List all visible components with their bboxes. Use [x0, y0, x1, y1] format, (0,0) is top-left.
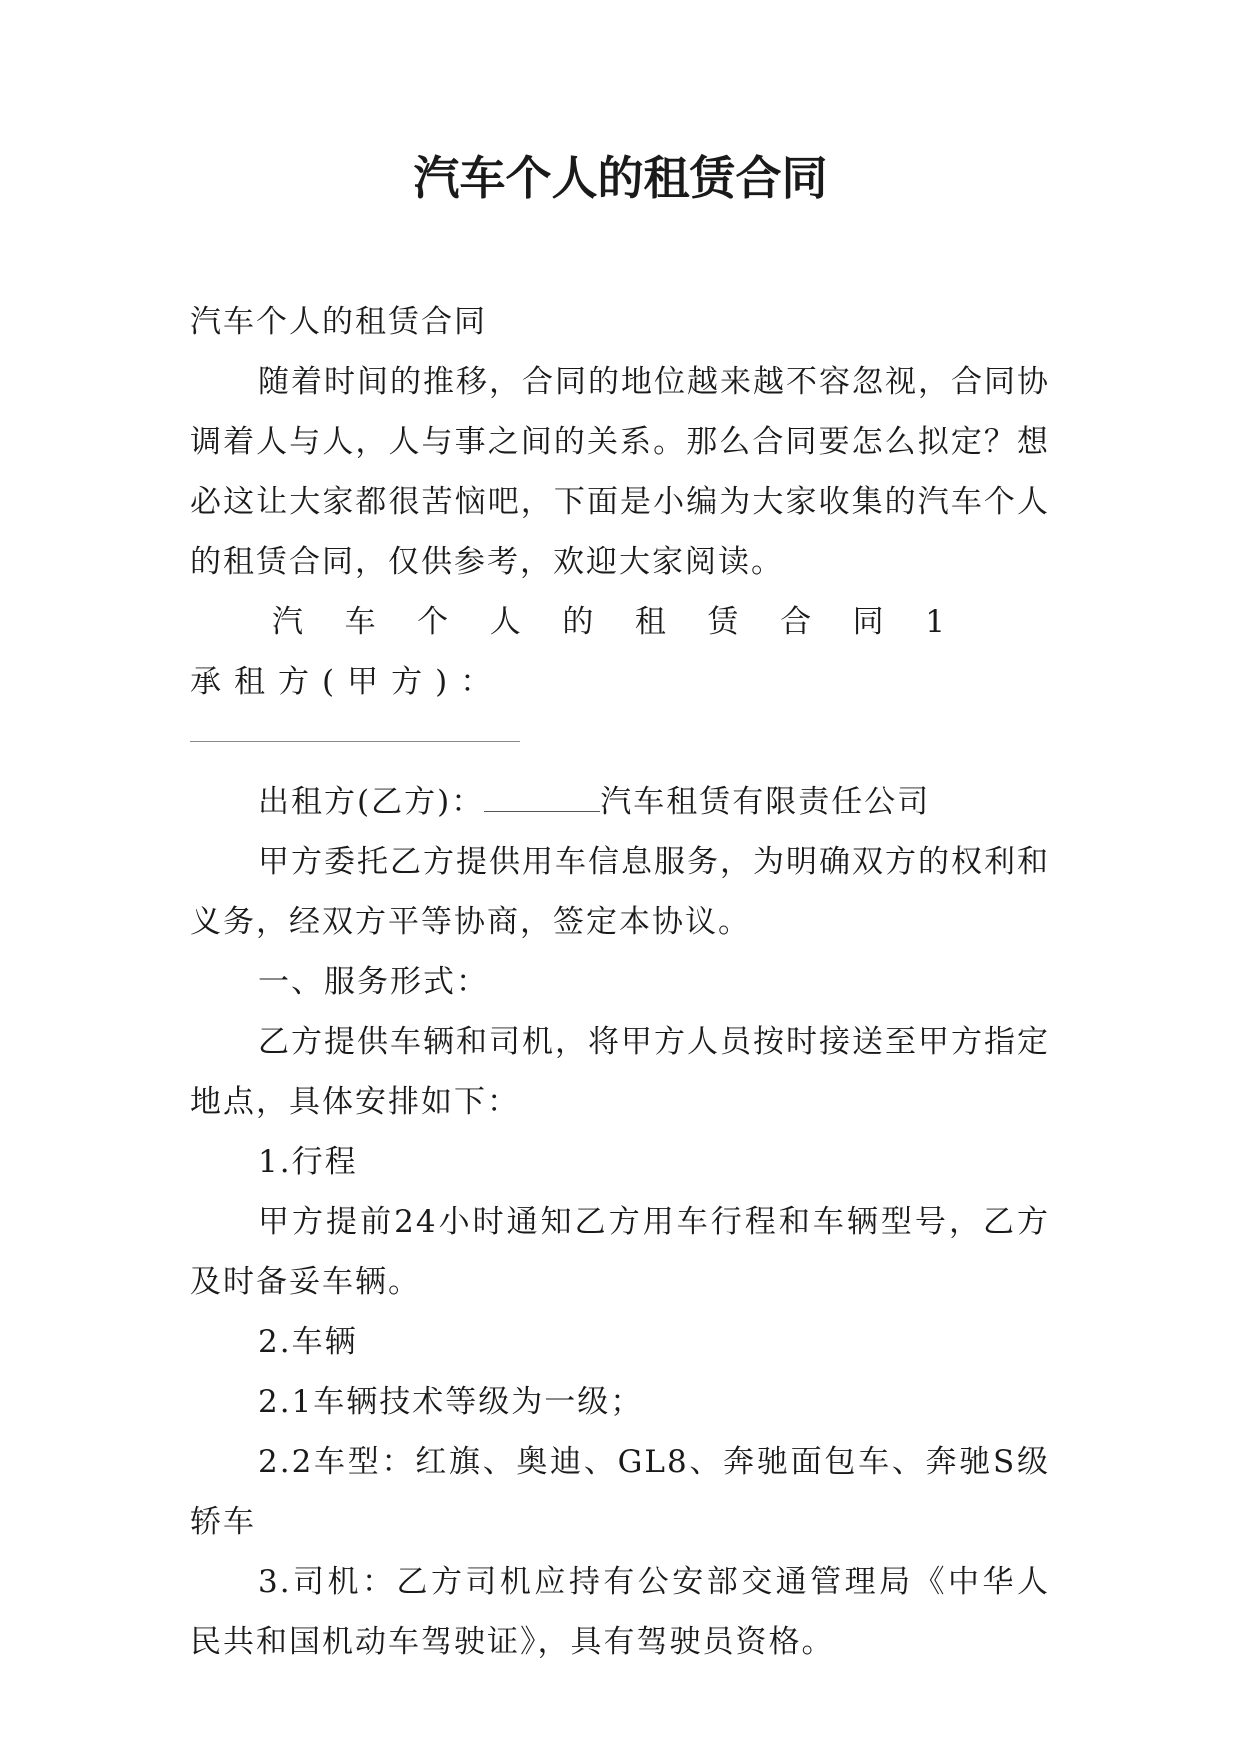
section-1-paragraph: 乙方提供车辆和司机，将甲方人员按时接送至甲方指定地点，具体安排如下：	[190, 1024, 1050, 1120]
contract-heading-line	[190, 592, 1050, 712]
party-b-line	[190, 772, 1050, 832]
section-1-heading: 一、服务形式：	[258, 964, 489, 1000]
document-title: 汽车个人的租赁合同	[413, 151, 828, 205]
party-a-blank-line	[190, 741, 520, 742]
item-3-paragraph: 3.司机：乙方司机应持有公安部交通管理局《中华人民共和国机动车驾驶证》，具有驾驶员资格。	[190, 1564, 1050, 1660]
intro-paragraph: 随着时间的推移，合同的地位越来越不容忽视，合同协调着人与人，人与事之间的关系。那么合同要怎么拟定？想必这让大家都很苦恼吧，下面是小编为大家收集的汽车个人的租赁合同，仅供参考，欢迎大家阅读。	[190, 364, 1050, 580]
party-a-label: 承租方(甲方)：	[190, 664, 505, 700]
item-2-2-paragraph: 2.2车型：红旗、奥迪、GL8、奔驰面包车、奔驰S级轿车	[190, 1444, 1050, 1540]
party-b-label: 出租方(乙方)：	[258, 784, 485, 820]
party-a-blank-row	[190, 712, 1050, 772]
item-1-heading: 1.行程	[258, 1144, 358, 1180]
party-b-blank	[484, 785, 600, 812]
document-body	[190, 292, 1050, 1672]
preamble-paragraph: 甲方委托乙方提供用车信息服务，为明确双方的权利和义务，经双方平等协商，签定本协议。	[190, 844, 1050, 940]
contract-heading: 汽车个人的租赁合同1	[272, 604, 958, 640]
item-1-paragraph: 甲方提前24小时通知乙方用车行程和车辆型号，乙方及时备妥车辆。	[190, 1204, 1050, 1300]
item-2-1-paragraph: 2.1车辆技术等级为一级；	[258, 1384, 644, 1420]
item-2-heading: 2.车辆	[258, 1324, 358, 1360]
subtitle: 汽车个人的租赁合同	[190, 304, 487, 340]
party-b-company: 汽车租赁有限责任公司	[600, 784, 931, 820]
